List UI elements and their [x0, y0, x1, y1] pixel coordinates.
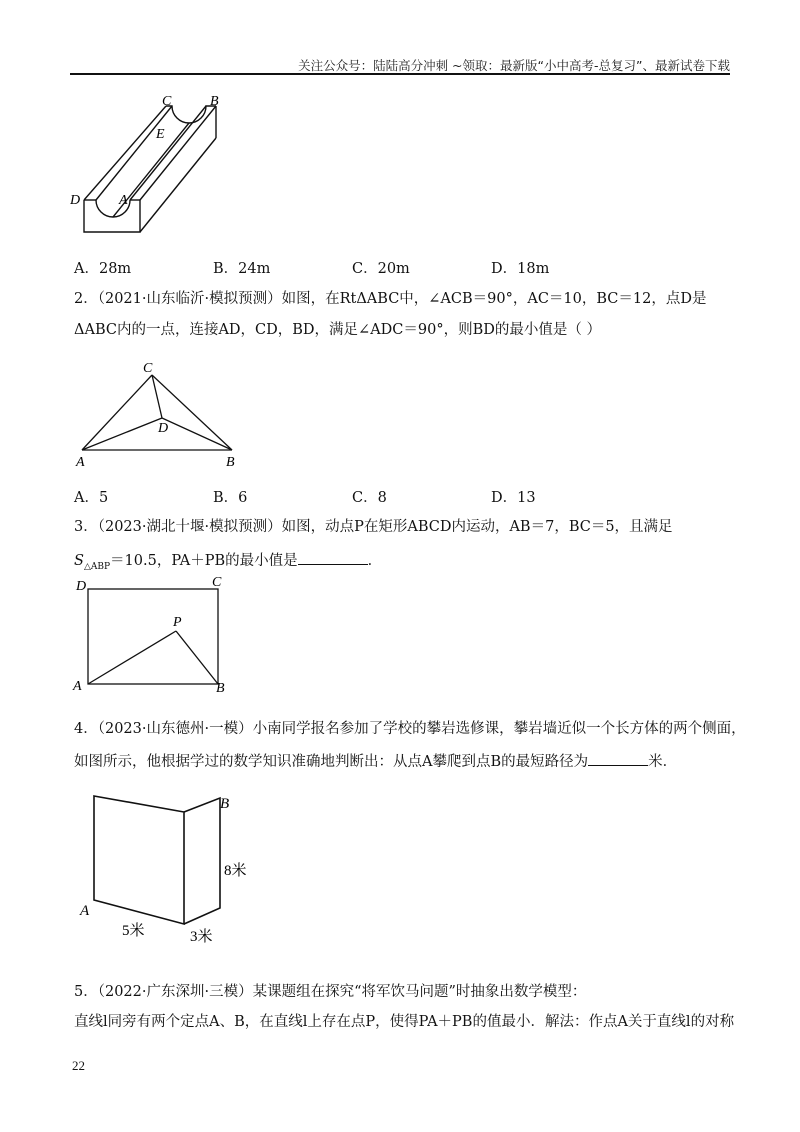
figure-trough	[70, 92, 230, 242]
figure-climbing-wall	[72, 788, 272, 948]
fig3-label-c: C	[212, 575, 222, 590]
fig1-label-a: A	[119, 193, 128, 208]
fig1-label-b: B	[210, 94, 219, 109]
q2-option-a: A．5	[74, 490, 109, 506]
q5-line-2: 直线l同旁有两个定点A、B，在直线l上存在点P，使得PA＋PB的值最小．解法：作点A关于直线l的对称	[74, 1014, 735, 1030]
q5-line-1: 5．（2022·广东深圳·三模）某课题组在探究“将军饮马问题”时抽象出数学模型：	[74, 984, 587, 1000]
fig2-label-c: C	[143, 361, 153, 376]
fig3-label-p: P	[173, 615, 182, 630]
q4-line-2-text: 如图所示，他根据学过的数学知识准确地判断出：从点A攀爬到点B的最短路径为	[74, 754, 589, 770]
q2-line-2: ΔABC内的一点，连接AD，CD，BD，满足∠ADC＝90°，则BD的最小值是（ ）	[74, 322, 601, 338]
fig2-label-a: A	[76, 455, 85, 470]
q3-area-symbol: S	[74, 553, 84, 569]
figure-triangle	[72, 358, 252, 470]
fig4-width-label: 5米	[122, 923, 145, 939]
q2-option-d: D．13	[491, 490, 536, 506]
fig3-label-b: B	[216, 681, 225, 696]
q3-line-2	[74, 549, 382, 572]
fig4-label-b: B	[220, 796, 230, 812]
q3-line-2-end: ．	[367, 553, 383, 569]
q1-option-b: B．24m	[213, 261, 271, 277]
page-number: 22	[72, 1058, 85, 1073]
q3-answer-blank	[298, 564, 368, 565]
figure-rectangle	[70, 572, 240, 702]
fig4-depth-label: 3米	[190, 929, 213, 945]
q2-option-c: C．8	[352, 490, 387, 506]
q4-line-2-end: 米．	[648, 754, 678, 770]
fig1-label-c: C	[162, 94, 172, 109]
q2-option-b: B．6	[213, 490, 248, 506]
q4-line-1: 4．（2023·山东德州·一模）小南同学报名参加了学校的攀岩选修课，攀岩墙近似一个长方体的两个侧面，	[74, 721, 746, 737]
fig4-height-label: 8米	[224, 863, 247, 879]
fig4-label-a: A	[80, 903, 90, 919]
q3-line-1: 3．（2023·湖北十堰·模拟预测）如图，动点P在矩形ABCD内运动，AB＝7，BC＝5，且满足	[74, 519, 673, 535]
fig2-label-d: D	[158, 421, 169, 436]
q1-option-d: D．18m	[491, 261, 550, 277]
q3-area-subscript: △ABP	[83, 561, 111, 572]
header-rule	[70, 73, 730, 75]
q4-answer-blank	[588, 765, 648, 766]
q1-option-a: A．28m	[74, 261, 132, 277]
q2-line-1: 2．（2021·山东临沂·模拟预测）如图，在RtΔABC中，∠ACB＝90°，AC＝10，BC＝12，点D是	[74, 291, 707, 307]
fig3-label-a: A	[73, 679, 82, 694]
fig1-label-e: E	[156, 127, 165, 142]
page-header: 关注公众号：陆陆高分冲刺 ~领取：最新版“小中高考-总复习”、最新试卷下载	[298, 58, 730, 73]
q3-line-2-text: ＝10.5，PA＋PB的最小值是	[110, 553, 298, 569]
q4-line-2	[74, 750, 677, 771]
fig3-label-d: D	[76, 579, 87, 594]
fig2-label-b: B	[226, 455, 235, 470]
q1-option-c: C．20m	[352, 261, 410, 277]
fig1-label-d: D	[70, 193, 81, 208]
